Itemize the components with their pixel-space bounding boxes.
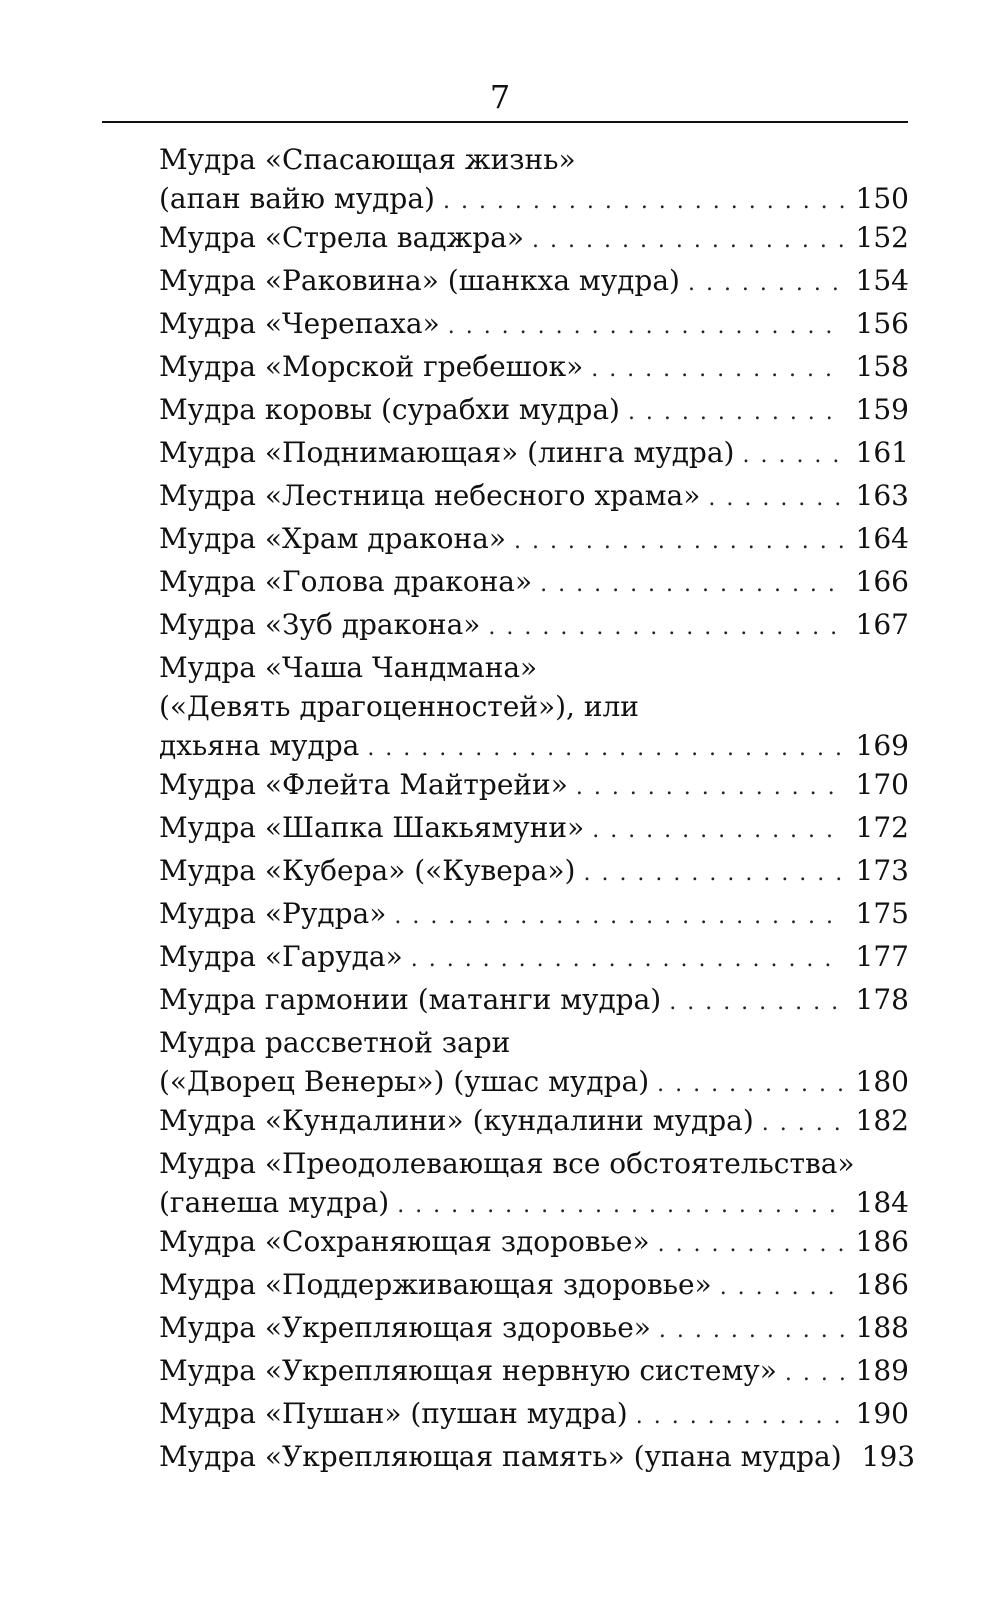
toc-entry-row [159,517,909,560]
toc-entry-row [159,1099,909,1142]
toc-entry-page-number: 164 [855,522,909,555]
toc-entry-page-number: 184 [855,1186,909,1219]
toc-entry-title-line: Мудра «Преодолевающая все обстоятельства» [159,1147,855,1180]
toc-entry-title-line: Мудра «Гаруда» [159,940,403,973]
toc-entry-page-number: 186 [855,1268,909,1301]
toc-entry-title-line: Мудра «Чаша Чандмана» [159,651,538,684]
toc-entry-row [159,1181,909,1220]
toc-entry-page-number: 172 [855,811,909,844]
toc-entry-page-number: 166 [855,565,909,598]
toc-entry-page-number: 180 [855,1065,909,1098]
dot-leader [785,1352,844,1395]
toc-entry-title-line: Мудра «Спасающая жизнь» [159,143,576,176]
table-of-contents [159,138,916,1478]
toc-entry-page-number: 163 [855,479,909,512]
toc-entry-row [159,978,909,1021]
toc-entry [159,806,909,849]
toc-entry-page-number: 170 [855,768,909,801]
toc-entry-row [159,560,909,603]
toc-entry-title-line: Мудра «Пушан» (пушан мудра) [159,1397,628,1430]
toc-entry-row [159,1349,909,1392]
toc-entry-page-number: 158 [855,350,909,383]
toc-entry-row [159,388,909,431]
page-number: 7 [489,78,511,116]
toc-entry-row [159,431,909,474]
toc-entry-title-line: дхьяна мудра [159,729,360,762]
dot-leader [688,262,844,305]
toc-entry [159,431,909,474]
toc-entry-row [159,892,909,935]
toc-entry [159,1099,909,1142]
toc-entry-row [159,1263,909,1306]
toc-entry-title-line: Мудра «Укрепляющая память» (упана мудра) [159,1440,842,1473]
toc-entry-title-line: Мудра «Сохраняющая здоровье» [159,1225,650,1258]
dot-leader [411,938,844,981]
toc-entry [159,1349,909,1392]
toc-entry [159,1220,909,1263]
toc-entry-title-line: Мудра «Раковина» (шанкха мудра) [159,264,680,297]
toc-entry-title-line: Мудра рассветной зари [159,1026,511,1059]
toc-entry-row [159,1392,909,1435]
dot-leader [448,305,844,348]
toc-entry-title-line: Мудра коровы (сурабхи мудра) [159,393,620,426]
toc-entry-page-number: 189 [855,1354,909,1387]
toc-entry-page-number: 190 [855,1397,909,1430]
toc-entry-row [159,806,909,849]
dot-leader [708,477,843,520]
dot-leader [669,981,843,1024]
toc-entry [159,302,909,345]
toc-entry-title-line: Мудра «Укрепляющая нервную систему» [159,1354,777,1387]
toc-entry-title-line: Мудра «Флейта Майтрейи» [159,768,568,801]
toc-entry [159,763,909,806]
toc-entry [159,935,909,978]
toc-entry-row [159,302,909,345]
toc-entry-page-number: 152 [855,221,909,254]
dot-leader [540,563,843,606]
toc-entry [159,1435,916,1478]
toc-entry-row [159,474,909,517]
toc-entry [159,1306,909,1349]
dot-leader [658,1223,844,1266]
toc-entry-page-number: 178 [855,983,909,1016]
toc-entry [159,388,909,431]
toc-entry-page-number: 182 [855,1104,909,1137]
header-rule [102,121,908,123]
toc-entry [159,560,909,603]
toc-entry-page-number: 193 [861,1440,916,1473]
toc-entry [159,1263,909,1306]
toc-entry-row [159,1306,909,1349]
toc-entry [159,978,909,1021]
toc-entry-row [159,1060,909,1099]
toc-entry-title-line: («Девять драгоценностей»), или [159,690,639,723]
toc-entry [159,1142,909,1220]
dot-leader [659,1309,844,1352]
dot-leader [591,348,843,391]
toc-entry [159,216,909,259]
dot-leader [583,852,843,895]
toc-entry [159,646,909,763]
toc-entry-page-number: 161 [855,436,909,469]
dot-leader [742,434,843,477]
toc-entry-row [159,345,909,388]
dot-leader [514,520,844,563]
toc-entry-row [159,763,909,806]
toc-entry-row [159,724,909,763]
toc-entry-page-number: 169 [855,729,909,762]
toc-entry-row [159,216,909,259]
dot-leader [628,391,844,434]
toc-entry-row [159,1435,916,1478]
toc-entry-title-line: («Дворец Венеры») (ушас мудра) [159,1065,650,1098]
toc-entry-row [159,603,909,646]
toc-entry [159,345,909,388]
toc-entry-title-line: Мудра «Кубера» («Кувера») [159,854,576,887]
toc-entry-title-line: Мудра «Рудра» [159,897,387,930]
toc-entry-page-number: 173 [855,854,909,887]
toc-entry-page-number: 150 [855,182,909,215]
dot-leader [576,766,844,809]
toc-entry [159,138,909,216]
toc-entry [159,1021,909,1099]
toc-entry-title-line: Мудра «Зуб дракона» [159,608,481,641]
toc-entry-page-number: 156 [855,307,909,340]
toc-entry-page-number: 159 [855,393,909,426]
toc-entry-title-line: Мудра «Стрела ваджра» [159,221,525,254]
toc-entry-title-line: Мудра «Поддерживающая здоровье» [159,1268,712,1301]
dot-leader [488,606,843,649]
toc-entry [159,259,909,302]
toc-entry-title-line: Мудра «Голова дракона» [159,565,533,598]
toc-entry [159,1392,909,1435]
toc-entry-title-line: Мудра «Поднимающая» (линга мудра) [159,436,735,469]
dot-leader [532,219,844,262]
toc-entry-row [159,259,909,302]
toc-entry [159,603,909,646]
toc-entry-page-number: 188 [855,1311,909,1344]
toc-entry [159,892,909,935]
toc-entry [159,517,909,560]
toc-entry-row [159,1220,909,1263]
toc-entry-title-line: Мудра гармонии (матанги мудра) [159,983,662,1016]
toc-entry-title-line: Мудра «Морской гребешок» [159,350,584,383]
toc-entry-page-number: 154 [855,264,909,297]
toc-entry-page-number: 167 [855,608,909,641]
toc-entry-title-line: (апан вайю мудра) [159,182,435,215]
toc-entry-page-number: 186 [855,1225,909,1258]
dot-leader [592,809,843,852]
toc-entry [159,849,909,892]
toc-entry-title-line: Мудра «Черепаха» [159,307,440,340]
toc-entry-title-line: (ганеша мудра) [159,1186,390,1219]
dot-leader [720,1266,844,1309]
dot-leader [394,895,843,938]
toc-entry [159,474,909,517]
toc-entry-page-number: 177 [855,940,909,973]
dot-leader [762,1102,844,1145]
toc-entry-page-number: 175 [855,897,909,930]
toc-entry-row [159,177,909,216]
toc-entry-row [159,849,909,892]
toc-entry-title-line: Мудра «Укрепляющая здоровье» [159,1311,651,1344]
toc-entry-title-line: Мудра «Шапка Шакьямуни» [159,811,585,844]
toc-entry-title-line: Мудра «Лестница небесного храма» [159,479,701,512]
toc-entry-title-line: Мудра «Кундалини» (кундалини мудра) [159,1104,754,1137]
dot-leader [636,1395,844,1438]
toc-entry-row [159,935,909,978]
toc-entry-title-line: Мудра «Храм дракона» [159,522,506,555]
